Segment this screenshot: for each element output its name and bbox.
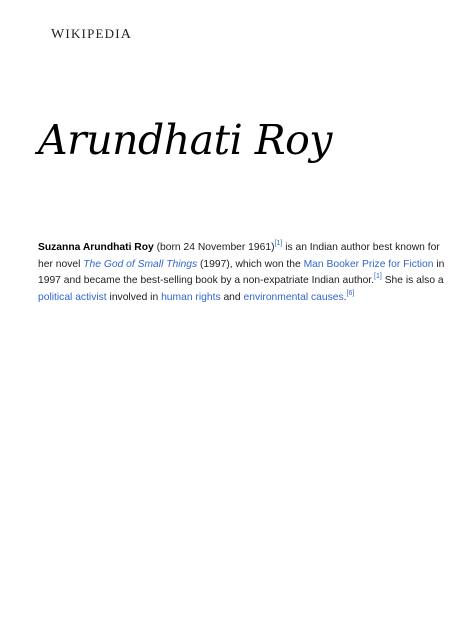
novel-link[interactable] [83, 259, 197, 270]
political-activist-link[interactable]: political activist [38, 291, 107, 303]
lead-text-8: . [343, 291, 347, 303]
environmental-causes-link[interactable]: environmental causes [243, 291, 344, 303]
page-title: Arundhati Roy [38, 116, 332, 164]
citation-2[interactable] [374, 273, 382, 280]
wordmark-initial: W [51, 27, 66, 42]
lead-paragraph [38, 240, 448, 306]
lead-text-3: (1997), which won the [197, 258, 304, 270]
lead-text-4: in 1997 and became the best-selling book by a non-expatriate Indian author. [38, 258, 445, 286]
subject-name: Suzanna Arundhati Roy [38, 242, 154, 253]
citation-3-link[interactable]: [6] [346, 289, 355, 297]
human-rights-link[interactable]: human rights [161, 291, 221, 303]
novel-link-text: The God of Small Things [83, 258, 198, 270]
citation-2-link[interactable]: [1] [374, 273, 382, 280]
wordmark-middle: IKIPEDI [65, 26, 121, 41]
booker-prize-link[interactable]: Man Booker Prize for Fiction [303, 258, 434, 270]
lead-text-2: is an Indian author best known for her novel [38, 242, 440, 270]
lead-text-6: involved in [106, 291, 162, 303]
lead-text-7: and [220, 291, 244, 303]
citation-1-link[interactable]: [1] [274, 240, 283, 247]
lead-text-1: (born 24 November 1961) [153, 242, 275, 253]
lead-text-5: She is also a [381, 275, 444, 286]
citation-3[interactable] [347, 290, 355, 297]
wikipedia-wordmark[interactable] [51, 26, 132, 43]
wordmark-final: A [120, 27, 133, 42]
